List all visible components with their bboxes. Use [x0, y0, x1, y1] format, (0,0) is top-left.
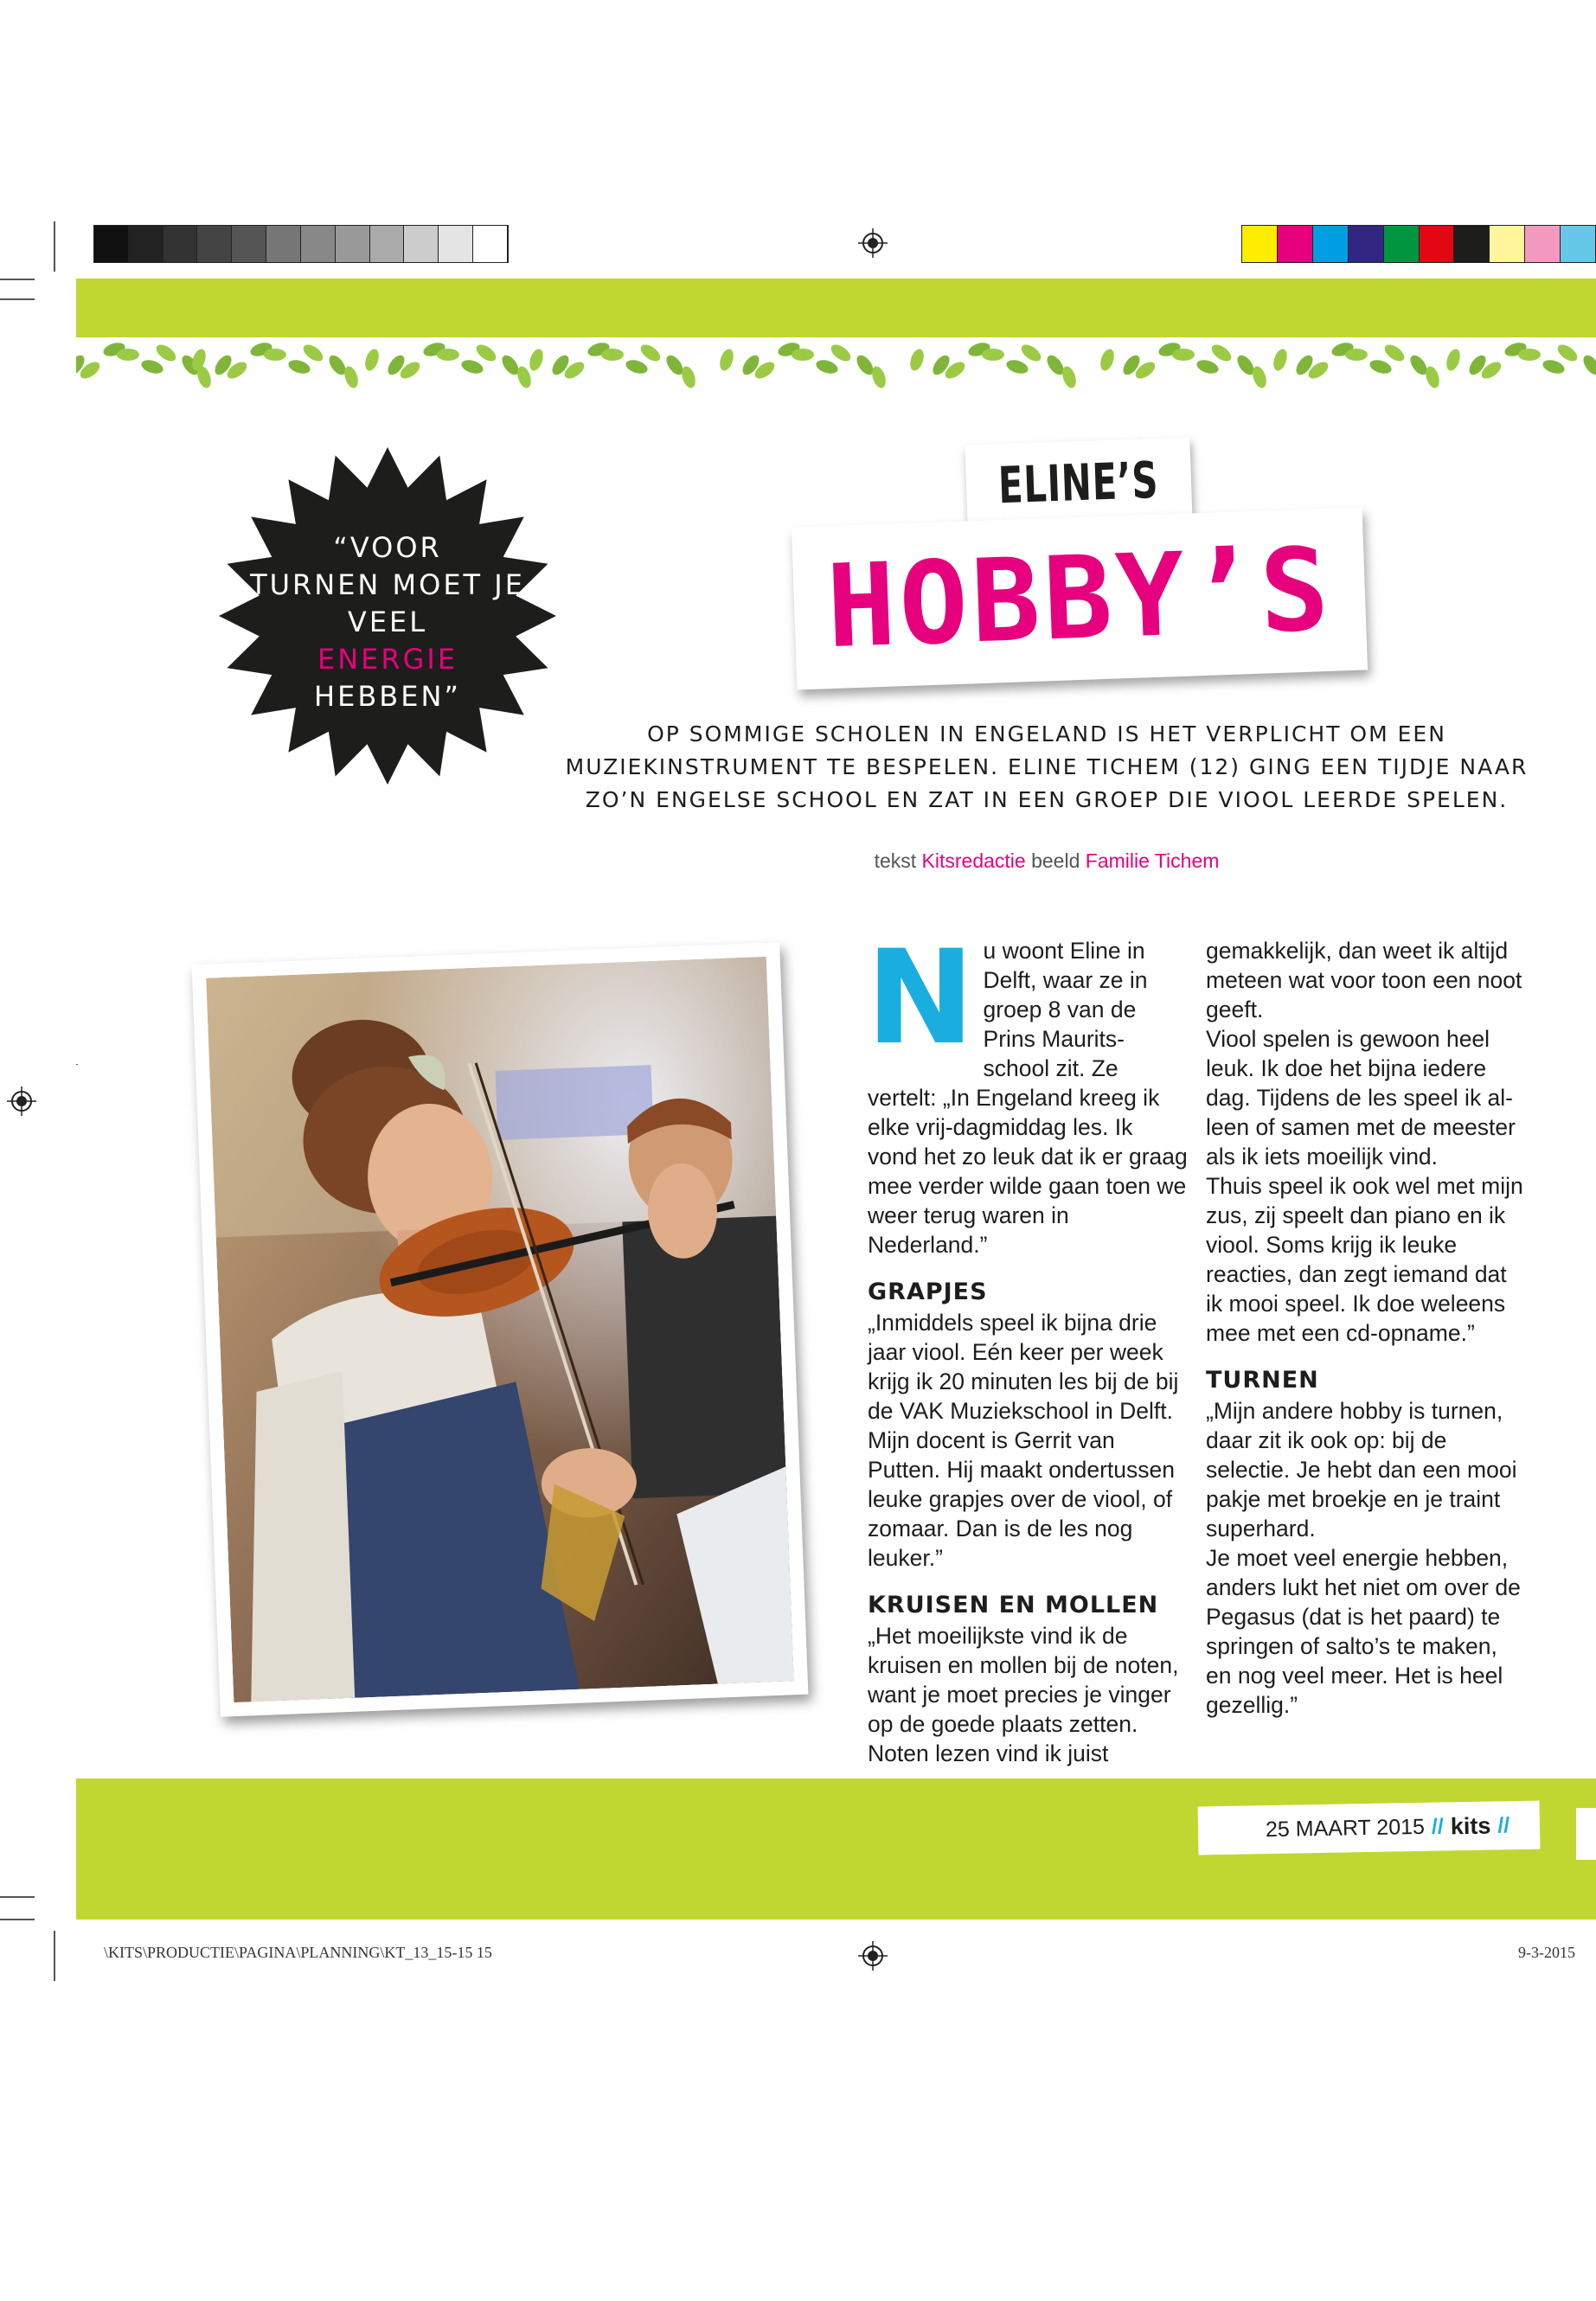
article-paragraph: „Mijn andere hobby is turnen, daar zit ik ook op: bij de selectie. Je hebt dan een mooi pakje met broekje en je traint superhard.	[1206, 1398, 1517, 1541]
leaf-shape	[300, 342, 325, 365]
leaf-shape	[264, 349, 286, 361]
color-swatch	[439, 226, 473, 262]
leaf-shape	[1381, 342, 1407, 365]
color-swatch	[473, 226, 508, 262]
leaf-shape	[601, 349, 624, 361]
color-swatch	[129, 226, 163, 262]
title-big-box	[792, 508, 1368, 690]
leaf-shape	[792, 349, 814, 361]
leaf-shape	[153, 342, 178, 365]
crop-mark	[0, 1919, 35, 1920]
color-swatch	[266, 226, 301, 262]
article-paragraph: Viool spelen is gewoon heel leuk. Ik doe het bijna iedere dag. Tijdens de les speel ik al-leen of samen met de meester als ik iets moeilijk vind.	[1206, 1026, 1516, 1170]
crop-mark	[0, 279, 35, 280]
credits-tekst-value: Kitsredactie	[921, 849, 1026, 872]
color-swatch	[163, 226, 198, 262]
article-column-1	[866, 923, 1188, 1768]
credits-beeld-label: beeld	[1031, 849, 1080, 872]
page-corner-shape-icon	[1576, 1808, 1596, 1860]
title-big: HOBBY’S	[824, 522, 1335, 675]
leaf-shape	[982, 349, 1004, 361]
leaf-shape	[907, 347, 926, 372]
leaf-shape	[1541, 357, 1566, 375]
leaf-shape	[1195, 357, 1220, 375]
footer-separator: //	[1497, 1812, 1510, 1837]
leaf-shape	[117, 349, 139, 361]
leaf-shape	[1271, 347, 1289, 372]
girl-playing-violin-photo	[206, 957, 794, 1702]
leaf-shape	[1208, 342, 1234, 365]
pull-quote-line: TURNEN MOET JE	[250, 568, 525, 601]
footer-brand: kits	[1450, 1812, 1491, 1839]
color-swatch	[301, 226, 336, 262]
color-swatch	[1278, 226, 1313, 262]
subheading-grapjes: GRAPJES	[868, 1279, 988, 1305]
footer-date: 25 MAART 2015	[1265, 1814, 1426, 1842]
leaf-shape	[286, 357, 311, 375]
violin-photo-icon	[206, 957, 794, 1702]
leaf-shape	[139, 357, 164, 375]
pull-quote-highlight: ENERGIE	[317, 643, 458, 676]
leaf-shape	[1518, 349, 1541, 361]
leaf-shape	[1172, 349, 1195, 361]
color-swatch	[1561, 226, 1596, 262]
color-swatch	[1313, 226, 1349, 262]
article-paragraph: „Het moeilijkste vind ik de kruisen en mollen bij de noten, want je moet precies je vinger op de goede plaats zetten. Noten lezen vind ik juist	[868, 1623, 1179, 1766]
registration-mark-icon	[858, 228, 888, 258]
leaves-decoration-icon	[76, 329, 1596, 415]
color-swatch	[1525, 226, 1561, 262]
color-swatch	[1349, 226, 1384, 262]
leaf-shape	[828, 342, 853, 365]
leaf-shape	[1368, 357, 1393, 375]
title-small: ELINE’S	[997, 450, 1160, 516]
subheading-turnen: TURNEN	[1206, 1367, 1319, 1394]
leaf-shape	[1580, 352, 1596, 377]
article-paragraph: u woont Eline in Delft, waar ze in groep 8 van de Prins Maurits-school zit. Ze vertelt: „In Engeland kreeg ik elke vrij-dagmiddag les. Ik vond het zo leuk dat ik er graag mee verder wilde gaan toen we weer terug waren in Nederland.”	[868, 938, 1188, 1258]
leaf-shape	[1345, 349, 1368, 361]
leaf-shape	[1554, 342, 1580, 365]
color-swatch	[404, 226, 439, 262]
leaf-shape	[1444, 347, 1462, 372]
crop-mark	[54, 1931, 55, 1981]
leaf-shape	[624, 357, 649, 375]
crop-mark	[76, 1064, 78, 1065]
slug-date: 9-3-2015	[1518, 1944, 1575, 1961]
color-swatch	[336, 226, 370, 262]
article-paragraph: gemakkelijk, dan weet ik altijd meteen wat voor toon een noot geeft.	[1206, 938, 1522, 1022]
registration-mark-icon	[7, 1086, 36, 1116]
footer-date-tag	[1198, 1801, 1541, 1856]
leaf-shape	[437, 349, 459, 361]
leaf-shape	[814, 357, 839, 375]
color-swatch	[1420, 226, 1455, 262]
pull-quote-line: VEEL	[347, 606, 428, 638]
color-swatch	[1242, 226, 1278, 262]
leaf-shape	[717, 347, 735, 372]
registration-mark-icon	[858, 1941, 888, 1971]
subheading-kruisen-en-mollen: KRUISEN EN MOLLEN	[868, 1592, 1159, 1618]
pull-quote-line: “VOOR	[333, 531, 442, 564]
credits-tekst-label: tekst	[874, 849, 917, 872]
footer-separator: //	[1431, 1813, 1445, 1839]
leaf-shape	[459, 357, 484, 375]
color-swatch	[1454, 226, 1490, 262]
gray-swatch-bar	[93, 225, 509, 263]
leaf-shape	[473, 342, 498, 365]
crop-mark	[54, 221, 55, 272]
photo-frame	[192, 942, 809, 1716]
color-swatch	[232, 226, 266, 262]
article-paragraph: Thuis speel ik ook wel met mijn zus, zij speelt dan piano en ik viool. Soms krijg ik leuke reacties, dan zegt iemand dat ik mooi speel. Ik doe weleens mee met een cd-opname.”	[1206, 1173, 1523, 1346]
credits-beeld-value: Familie Tichem	[1085, 849, 1220, 872]
article-paragraph: Je moet veel energie hebben, anders lukt het niet om over de Pegasus (dat is het paard) te springen of salto’s te maken, en nog veel meer. Het is heel gezellig.”	[1206, 1545, 1521, 1718]
color-swatch	[197, 226, 232, 262]
article-column-2	[1206, 936, 1526, 1720]
color-swatch	[1384, 226, 1420, 262]
color-swatch-bar	[1241, 225, 1596, 263]
color-swatch	[370, 226, 405, 262]
article-paragraph: „Inmiddels speel ik bijna drie jaar viool. Eén keer per week krijg ik 20 minuten les bij de bij de VAK Muziekschool in Delft. Mijn docent is Gerrit van Putten. Hij maakt ondertussen leuke grapjes over de viool, of zomaar. Dan is de les nog leuker.”	[868, 1310, 1179, 1571]
intro-paragraph: OP SOMMIGE SCHOLEN IN ENGELAND IS HET VERPLICHT OM EEN MUZIEKINSTRUMENT TE BESPELEN. ELINE TICHEM (12) GING EEN TIJDJE NAAR ZO’N ENGELSE SCHOOL EN ZAT IN EEN GROEP DIE VIOOL LEERDE SPELEN.	[565, 721, 1529, 812]
leaf-shape	[1098, 347, 1116, 372]
credits-line	[554, 849, 1540, 873]
crop-mark	[0, 298, 35, 300]
crop-mark	[0, 1896, 35, 1898]
dropcap: N	[866, 923, 975, 1074]
color-swatch	[1490, 226, 1525, 262]
leaf-shape	[362, 347, 381, 372]
pull-quote	[232, 529, 543, 715]
leaf-shape	[527, 347, 545, 372]
slug-file-path: \KITS\PRODUCTIE\PAGINA\PLANNING\KT_13_15-15 15	[104, 1944, 492, 1961]
color-swatch	[94, 226, 129, 262]
pull-quote-line: HEBBEN”	[314, 680, 461, 713]
leaf-shape	[638, 342, 663, 365]
leaf-shape	[1004, 357, 1029, 375]
leaf-shape	[1018, 342, 1043, 365]
